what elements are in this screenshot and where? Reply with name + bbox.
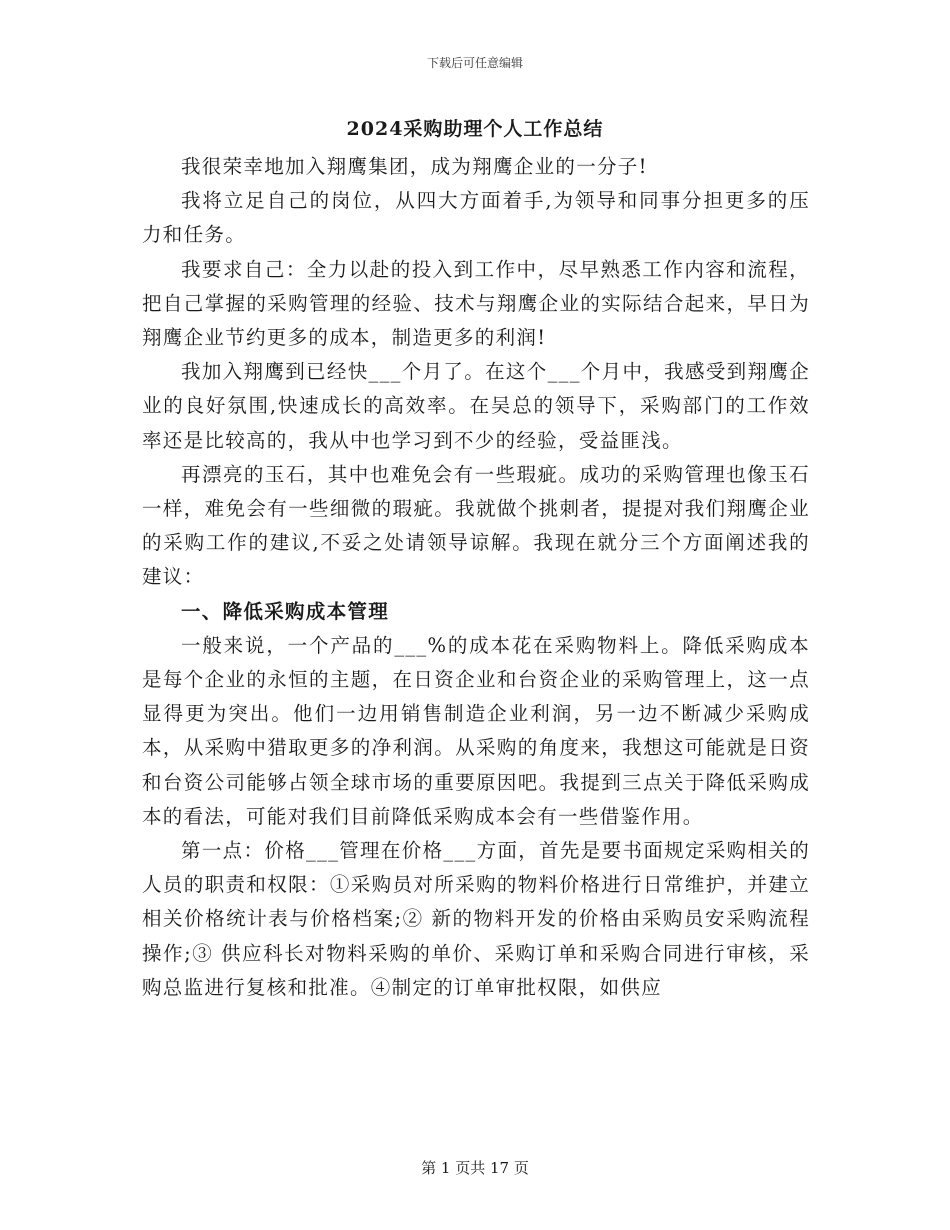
paragraph: 我加入翔鹰到已经快___个月了。在这个___个月中，我感受到翔鹰企业的良好氛围,快速成长的高效率。在吴总的领导下，采购部门的工作效率还是比较高的，我从中也学习到不少的经验，受益匪浅。 <box>142 360 810 452</box>
document-title: 2024采购助理个人工作总结 <box>346 118 604 140</box>
document-body <box>142 150 810 1005</box>
paragraph: 再漂亮的玉石，其中也难免会有一些瑕疵。成功的采购管理也像玉石一样，难免会有一些细微的瑕疵。我就做个挑刺者，提提对我们翔鹰企业的采购工作的建议,不妥之处请领导谅解。我现在就分三个方面阐述我的建议： <box>142 462 810 589</box>
page-number: 第 1 页共 17 页 <box>421 1159 529 1177</box>
paragraph: 我很荣幸地加入翔鹰集团，成为翔鹰企业的一分子! <box>181 155 648 178</box>
paragraph: 我将立足自己的岗位，从四大方面着手,为领导和同事分担更多的压力和任务。 <box>142 189 810 247</box>
page-header: 下载后可任意编辑 <box>426 56 523 70</box>
paragraph: 一般来说，一个产品的___%的成本花在采购物料上。降低采购成本是每个企业的永恒的主题，在日资企业和台资企业的采购管理上，这一点显得更为突出。他们一边用销售制造企业利润，另一边不断减少采购成本，从采购中猎取更多的净利润。从采购的角度来，我想这可能就是日资和台资公司能够占领全球市场的重要原因吧。我提到三点关于降低采购成本的看法，可能对我们目前降低采购成本会有一些借鉴作用。 <box>142 633 810 828</box>
paragraph: 我要求自己：全力以赴的投入到工作中，尽早熟悉工作内容和流程，把自己掌握的采购管理的经验、技术与翔鹰企业的实际结合起来，早日为翔鹰企业节约更多的成本，制造更多的利润! <box>142 257 810 350</box>
section-heading: 一、降低采购成本管理 <box>181 599 390 623</box>
paragraph: 第一点：价格___管理在价格___方面，首先是要书面规定采购相关的人员的职责和权限：①采购员对所采购的物料价格进行日常维护，并建立相关价格统计表与价格档案;② 新的物料开发的价格由采购员安采购流程操作;③ 供应科长对物料采购的单价、采购订单和采购合同进行审核，采购总监进行复核和批准。④制定的订单审批权限，如供应 <box>142 839 810 999</box>
